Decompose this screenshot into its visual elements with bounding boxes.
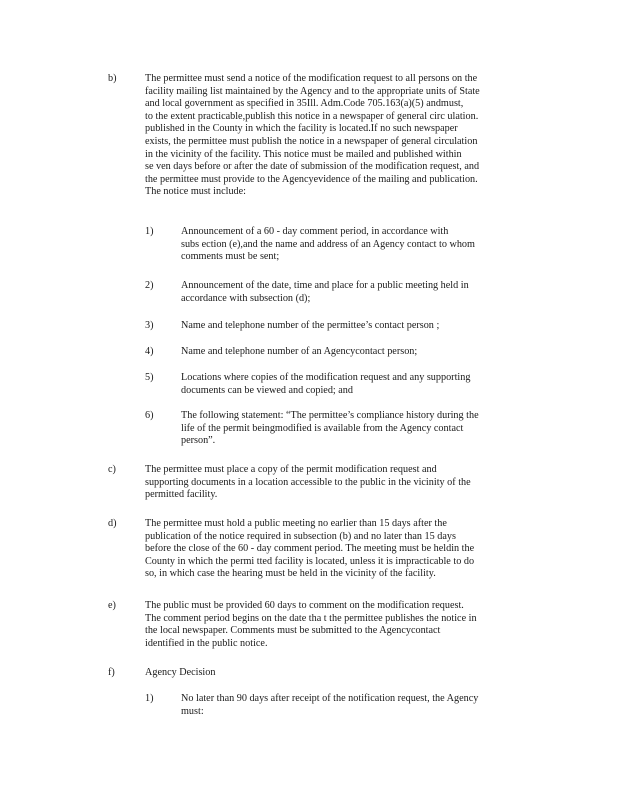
text-line: subs ection (e),and the name and address of an Agency contact to whom <box>181 238 475 250</box>
text-line: supporting documents in a location accessible to the public in the vicinity of the <box>145 476 471 488</box>
paragraph-text <box>145 464 543 502</box>
text-line: Locations where copies of the modification request and any supporting <box>181 372 471 383</box>
text-line: the local newspaper. Comments must be submitted to the Agencycontact <box>145 625 441 637</box>
text-line: documents can be viewed and copied; and <box>181 384 353 396</box>
paragraph-text <box>145 600 543 650</box>
paragraph-marker: b) <box>108 73 117 84</box>
text-line: accordance with subsection (d); <box>181 292 311 304</box>
paragraph-heading <box>145 667 543 680</box>
text-line: The permittee must hold a public meeting no earlier than 15 days after the <box>145 518 447 529</box>
subitem-text <box>181 693 543 718</box>
text-line: The public must be provided 60 days to comment on the modification request. <box>145 600 464 611</box>
subitem-marker: 2) <box>145 280 154 291</box>
subitem-marker: 5) <box>145 372 154 383</box>
text-line: The notice must include: <box>145 186 246 198</box>
text-line: The comment period begins on the date tha t the permittee publishes the notice in <box>145 612 477 624</box>
text-line: permitted facility. <box>145 489 218 501</box>
text-line: in the vicinity of the facility. This notice must be mailed and published within <box>145 148 462 160</box>
text-line: to the extent practicable,publish this notice in a newspaper of general circ ulation. <box>145 110 479 122</box>
subitem-marker: 3) <box>145 320 154 331</box>
subitem-text <box>181 320 543 333</box>
text-line: facility mailing list maintained by the Agency and to the appropriate units of State <box>145 85 480 97</box>
text-line: se ven days before or after the date of submission of the modification request, and <box>145 161 480 173</box>
text-line: the permittee must provide to the Agencyevidence of the mailing and publication. <box>145 173 478 185</box>
paragraph-text <box>145 518 543 581</box>
text-line: must: <box>181 705 204 717</box>
section-heading: Agency Decision <box>145 667 216 678</box>
paragraph-marker: e) <box>108 600 116 611</box>
text-line: publication of the notice required in subsection (b) and no later than 15 days <box>145 530 456 542</box>
subitem-marker: 1) <box>145 693 154 704</box>
text-line: The permittee must send a notice of the modification request to all persons on the <box>145 73 478 84</box>
text-line: Announcement of the date, time and place for a public meeting held in <box>181 280 469 291</box>
text-line: Name and telephone number of the permittee’s contact person ; <box>181 320 440 331</box>
paragraph-text <box>145 73 543 199</box>
text-line: before the close of the 60 - day comment period. The meeting must be heldin the <box>145 543 475 555</box>
subitem-marker: 6) <box>145 410 154 421</box>
subitem-marker: 4) <box>145 346 154 357</box>
text-line: person”. <box>181 435 216 447</box>
subitem-text <box>181 346 543 359</box>
subitem-text <box>181 280 543 305</box>
text-line: exists, the permittee must publish the notice in a newspaper of general circulation <box>145 135 478 147</box>
paragraph-marker: f) <box>108 667 115 678</box>
paragraph-marker: d) <box>108 518 117 529</box>
paragraph-marker: c) <box>108 464 116 475</box>
text-line: Name and telephone number of an Agencycontact person; <box>181 346 418 357</box>
text-line: life of the permit beingmodified is available from the Agency contact <box>181 422 464 434</box>
text-line: Announcement of a 60 - day comment period, in accordance with <box>181 226 449 237</box>
text-line: so, in which case the hearing must be held in the vicinity of the facility. <box>145 568 436 580</box>
text-line: comments must be sent; <box>181 251 280 263</box>
subitem-marker: 1) <box>145 226 154 237</box>
text-line: identified in the public notice. <box>145 637 268 649</box>
subitem-text <box>181 410 543 448</box>
text-line: The following statement: “The permittee’s compliance history during the <box>181 410 479 421</box>
subitem-text <box>181 226 543 264</box>
subitem-text <box>181 372 543 397</box>
text-line: The permittee must place a copy of the permit modification request and <box>145 464 437 475</box>
text-line: No later than 90 days after receipt of the notification request, the Agency <box>181 693 479 704</box>
text-line: published in the County in which the facility is located.If no such newspaper <box>145 123 458 135</box>
text-line: and local government as specified in 35Ill. Adm.Code 705.163(a)(5) andmust, <box>145 98 464 110</box>
text-line: County in which the permi tted facility is located, unless it is impracticable to do <box>145 555 475 567</box>
